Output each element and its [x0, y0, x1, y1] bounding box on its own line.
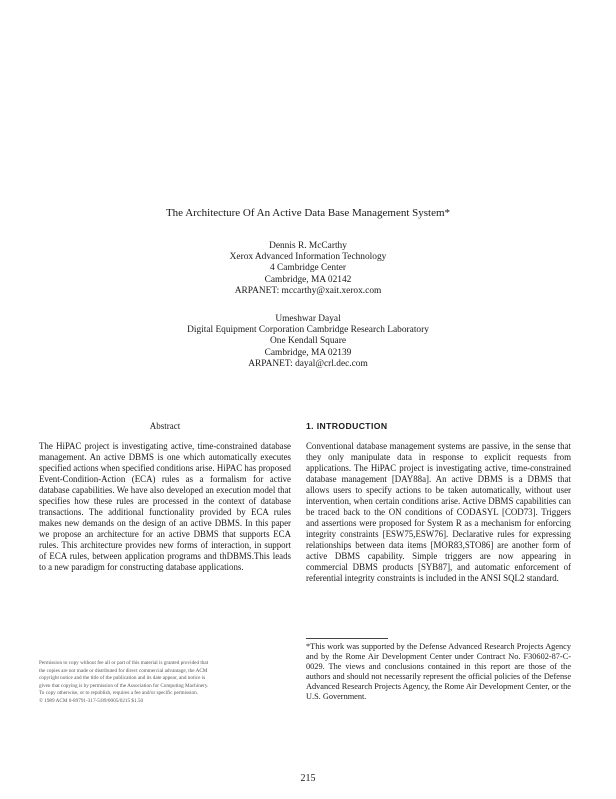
- page-number: 215: [300, 773, 316, 784]
- author-address: 4 Cambridge Center: [269, 263, 347, 274]
- introduction-heading: 1. INTRODUCTION: [306, 421, 388, 431]
- author-block-2: [0, 314, 616, 370]
- copyright-permission-notice: [39, 660, 287, 706]
- author-name: Umeshwar Dayal: [275, 314, 341, 324]
- footnote-divider: [306, 638, 388, 639]
- abstract-text: The HiPAC project is investigating active, time-constrained database management. An active DBMS is one which automatically executes specified actions when specified conditions arise. HiPAC has proposed Event-Condition-Action (ECA) rules as a formalism for active database capabilities. We have also developed an execution model that specifies how these rules are processed in the context of database transactions. The additional functionality provided by ECA rules makes new demands on the design of an active DBMS. In this paper we propose an architecture for an active DBMS that supports ECA rules. This architecture provides new forms of interaction, in support of ECA rules, between application programs and thDBMS.This leads to a new paradigm for constructing database applications.: [39, 441, 291, 572]
- permission-line: copyright notice and the title of the publication and its date appear, and notice is: [39, 675, 206, 682]
- permission-line: Permission to copy without fee all or part of this material is granted provided that: [39, 660, 209, 666]
- permission-line: © 1989 ACM 0-89791-317-5/89/0005/0215 $1.50: [39, 697, 144, 704]
- author-block-1: [0, 241, 616, 297]
- permission-line: given that copying is by permission of the Association for Computing Machinery.: [39, 682, 209, 689]
- abstract-heading: Abstract: [149, 421, 181, 431]
- introduction-column: [306, 421, 571, 584]
- paper-title: The Architecture Of An Active Data Base Management System*: [165, 207, 451, 219]
- author-name: Dennis R. McCarthy: [269, 241, 347, 251]
- author-address: One Kendall Square: [269, 336, 347, 347]
- author-email: ARPANET: mccarthy@xait.xerox.com: [234, 285, 382, 296]
- author-city: Cambridge, MA 02139: [264, 347, 352, 358]
- author-email: ARPANET: dayal@crl.dec.com: [248, 358, 368, 369]
- permission-line: the copies are not made or distributed for direct commercial advantage, the ACM: [39, 667, 208, 674]
- permission-line: To copy otherwise, or to republish, requires a fee and/or specific permission.: [39, 690, 198, 697]
- author-city: Cambridge, MA 02142: [264, 274, 352, 285]
- author-organization: Xerox Advanced Information Technology: [229, 252, 387, 263]
- funding-footnote: *This work was supported by the Defense Advanced Research Projects Agency and by the Rome Air Development Center under Contract No. F30602-87-C-0029. The views and conclusions contained in this report are those of the authors and should not necessarily represent the official policies of the Defense Advanced Research Projects Agency, the Rome Air Development Center, or the U.S. Government.: [306, 642, 571, 701]
- abstract-column: [39, 421, 291, 573]
- author-organization: Digital Equipment Corporation Cambridge Research Laboratory: [187, 325, 429, 336]
- introduction-text: Conventional database management systems are passive, in the sense that they only manipulate data in response to explicit requests from applications. The HiPAC project is investigating active, time-constrained database management [DAY88a]. An active DBMS is a DBMS that allows users to specify actions to be taken automatically, without user intervention, when certain conditions arise. Active DBMS capabilities can be traced back to the ON conditions of CODASYL [COD73]. Triggers and assertions were proposed for System R as a mechanism for enforcing integrity constraints [ESW75,ESW76]. Declarative rules for expressing relationships between data items [MOR83,STO86] are another form of active DBMS capability. Simple triggers are now appearing in commercial DBMS products [SYB87], and automatic enforcement of referential integrity constraints is included in the ANSI SQL2 standard.: [306, 441, 571, 583]
